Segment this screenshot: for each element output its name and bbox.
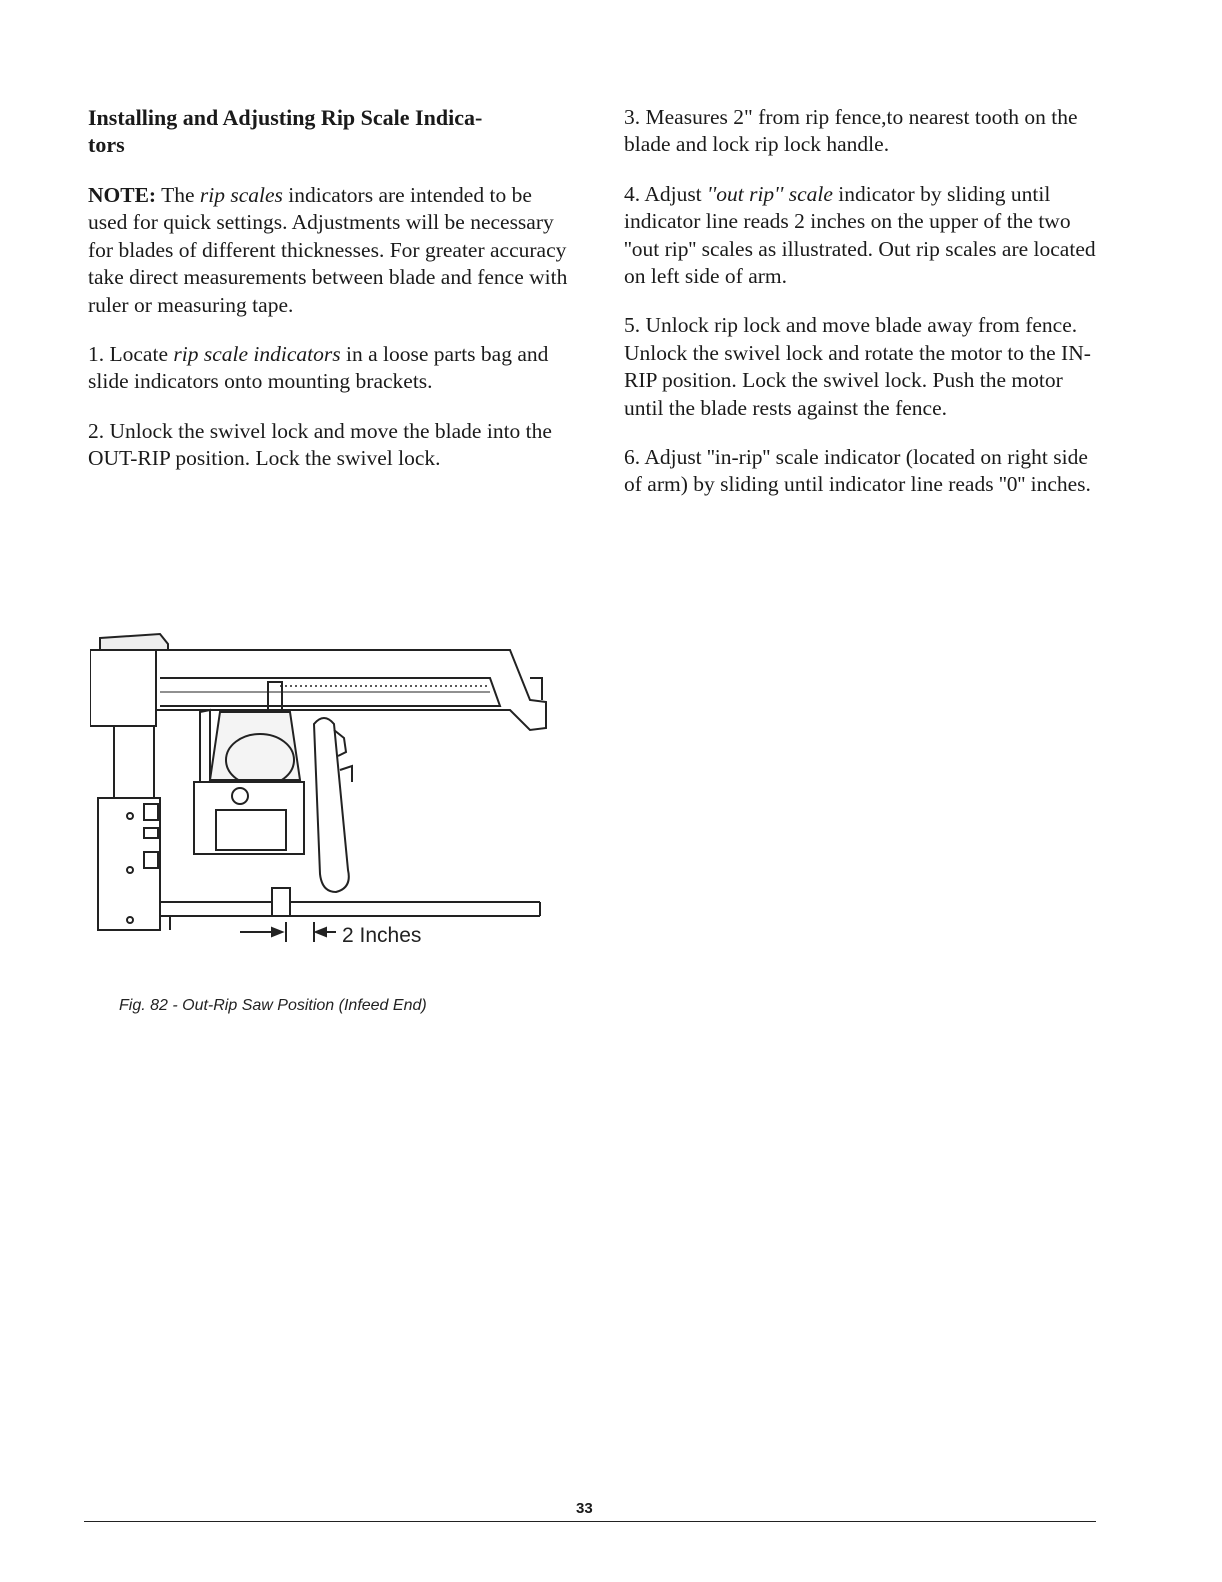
note-paragraph (88, 182, 568, 319)
radial-arm (156, 650, 546, 730)
note-text-post: indicators are intended to be used for quick settings. Adjustments will be necessary for blades of different thicknesses. For greater accuracy take direct measurements between blade and fence with ruler or measuring tape. (88, 183, 568, 317)
step-1-pre: 1. Locate (88, 342, 174, 367)
section-heading-line2: tors (88, 132, 125, 157)
column-head (90, 650, 156, 726)
step-4-emphasis: ''out rip'' scale (707, 181, 833, 206)
note-emphasis: rip scales (199, 183, 283, 207)
rip-indicator (268, 682, 282, 712)
dimension-label: 2 Inches (342, 924, 422, 947)
note-text-pre: The (156, 183, 200, 207)
right-column (624, 104, 1104, 521)
blade-guard (314, 718, 349, 892)
saw-drawing (90, 620, 560, 960)
step-5: 5. Unlock rip lock and move blade away from fence. Unlock the swivel lock and rotate the motor to the IN-RIP position. Lock the swivel lock. Push the motor until the blade rests against the fence. (624, 313, 1091, 420)
control-box (100, 634, 168, 650)
step-6: 6. Adjust ''in-rip'' scale indicator (located on right side of arm) by sliding until indicator line reads ''0'' inches. (624, 445, 1091, 497)
figure-caption: Fig. 82 - Out-Rip Saw Position (Infeed End) (119, 997, 427, 1014)
saw-illustration (90, 620, 560, 960)
step-2: 2. Unlock the swivel lock and move the blade into the OUT-RIP position. Lock the swivel lock. (88, 418, 552, 471)
section-heading-line1: Installing and Adjusting Rip Scale Indica- (88, 105, 483, 130)
note-label: NOTE: (88, 183, 157, 207)
step-3: 3. Measures 2" from rip fence,to nearest tooth on the blade and lock rip lock handle. (624, 105, 1078, 157)
footer-rule (84, 1521, 1096, 1522)
arrowhead-right (316, 928, 326, 936)
step-4 (624, 181, 1104, 291)
motor-body (194, 782, 304, 854)
page-number: 33 (576, 1500, 593, 1517)
left-column (88, 104, 568, 495)
step-1 (88, 341, 568, 396)
anti-kickback (340, 766, 352, 782)
step-1-emphasis: rip scale indicators (173, 342, 341, 367)
step-1-post: in a loose parts bag and slide indicators onto mounting brackets. (88, 342, 549, 394)
arm-end-knob (530, 678, 542, 700)
arrowhead-left (272, 928, 282, 936)
yoke-head (210, 712, 300, 780)
section-heading (88, 104, 568, 158)
step-4-post: indicator by sliding until indicator line reads 2 inches on the upper of the two ''out rip'' scales as illustrated. Out rip scales are located on left side of arm. (624, 181, 1096, 289)
step-4-pre: 4. Adjust (624, 181, 708, 206)
blade-tooth-marker (272, 888, 290, 916)
